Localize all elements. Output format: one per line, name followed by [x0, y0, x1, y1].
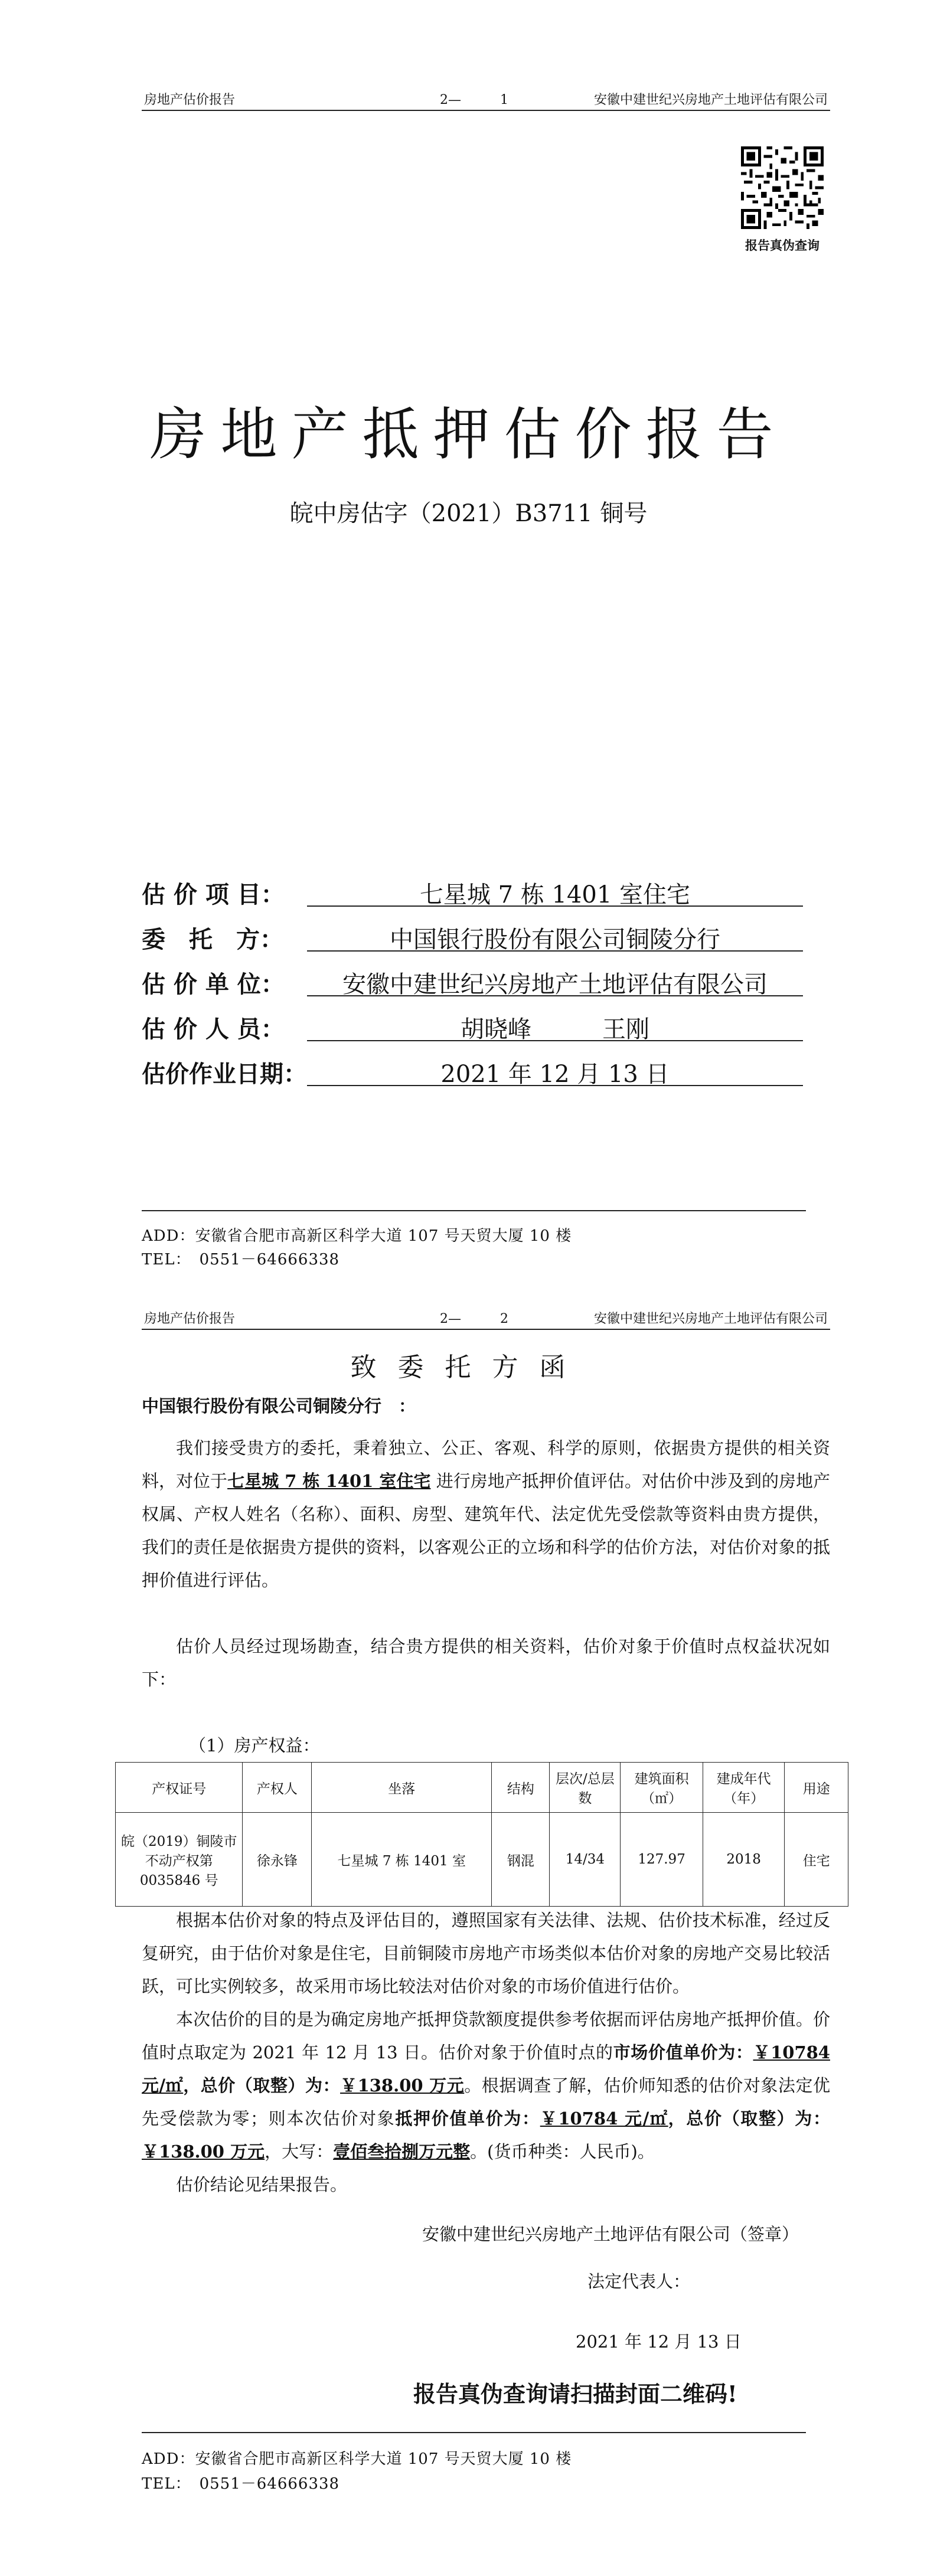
qr-caption: 报告真伪查询	[745, 238, 820, 253]
header-left-text: 房地产估价报告	[144, 1312, 236, 1326]
info-row-work-date	[142, 1052, 803, 1087]
info-value: 2021 年 12 月 13 日	[307, 1055, 803, 1086]
signature-legal-rep: 法定代表人：	[587, 2271, 691, 2291]
info-label: 估 价 单 位：	[142, 970, 285, 998]
signature-date: 2021 年 12 月 13 日	[576, 2332, 742, 2352]
cell-usage: 住宅	[785, 1813, 848, 1907]
text: ，总价（取整）为：	[183, 2075, 341, 2096]
info-label: 估价作业日期：	[142, 1060, 307, 1088]
header-page-number: 2— 1	[440, 93, 508, 107]
col-header: 层次/总层数	[550, 1763, 621, 1813]
paragraph-conclusion: 估价结论见结果报告。	[176, 2175, 348, 2195]
addressee: 中国银行股份有限公司铜陵分行 ：	[142, 1396, 416, 1416]
info-value: 安徽中建世纪兴房地产土地评估有限公司	[307, 966, 803, 996]
header-left-text: 房地产估价报告	[144, 93, 236, 107]
info-value: 中国银行股份有限公司铜陵分行	[307, 921, 803, 952]
paragraph-valuation	[142, 2003, 830, 2168]
info-row-project	[142, 872, 803, 908]
section-heading-rights: （1）房产权益：	[189, 1735, 320, 1756]
amount-in-words: 壹佰叁拾捌万元整	[333, 2142, 471, 2162]
text: 进行房地产抵押价值评估。对估价中涉及到的房地产权属、产权人姓名（名称）、面积、房型、建筑年代、法定优先受偿款等资料由贵方提供，我们的责任是依据贵方提供的资料，以客观公正的立场和科学的估价方法，对估价对象的抵押价值进行评估。	[142, 1471, 830, 1590]
mortgage-unit-price: ￥10784 元/㎡	[540, 2108, 668, 2129]
text: ，总价（取整）为：	[668, 2108, 830, 2129]
footer-rule	[142, 1210, 806, 1211]
page-header	[142, 87, 830, 111]
letter-title: 致委托方函	[350, 1352, 587, 1382]
footer-address: ADD：安徽省合肥市高新区科学大道 107 号天贸大厦 10 楼	[142, 2450, 572, 2468]
property-location: 七星城 7 栋 1401 室住宅	[227, 1471, 431, 1491]
col-header: 产权人	[243, 1763, 312, 1813]
cell-certificate-no: 皖（2019）铜陵市不动产权第0035846 号	[116, 1813, 243, 1907]
cell-structure: 钢混	[492, 1813, 550, 1907]
col-header: 结构	[492, 1763, 550, 1813]
letter-page	[0, 1296, 937, 2576]
footer-address: ADD：安徽省合肥市高新区科学大道 107 号天贸大厦 10 楼	[142, 1227, 572, 1245]
footer-tel: TEL： 0551－64666338	[142, 2475, 340, 2493]
paragraph-method: 根据本估价对象的特点及评估目的，遵照国家有关法律、法规、估价技术标准，经过反复研究，由于估价对象是住宅，目前铜陵市房地产市场类似本估价对象的房地产交易比较活跃，可比实例较多，故采用市场比较法对估价对象的市场价值进行估价。	[142, 1910, 830, 1996]
cell-year-built: 2018	[703, 1813, 785, 1907]
verification-notice: 报告真伪查询请扫描封面二维码!	[413, 2381, 737, 2407]
col-header: 坐落	[312, 1763, 492, 1813]
cell-floor: 14/34	[550, 1813, 621, 1907]
info-value: 胡晓峰 王刚	[307, 1011, 803, 1041]
property-rights-table	[115, 1762, 848, 1907]
footer-tel: TEL： 0551－64666338	[142, 1251, 340, 1269]
report-number: 皖中房估字（2021）B3711 铜号	[289, 500, 648, 527]
mortgage-total-price: ￥138.00 万元	[142, 2142, 265, 2162]
header-company: 安徽中建世纪兴房地产土地评估有限公司	[593, 1312, 828, 1326]
paragraph-inspection: 估价人员经过现场勘查，结合贵方提供的相关资料，估价对象于价值时点权益状况如下：	[142, 1636, 830, 1689]
col-header: 建筑面积（㎡）	[621, 1763, 703, 1813]
text: ，大写：	[265, 2142, 334, 2162]
info-row-client	[142, 917, 803, 953]
cell-owner: 徐永锋	[243, 1813, 312, 1907]
header-company: 安徽中建世纪兴房地产土地评估有限公司	[593, 93, 828, 107]
market-unit-price: ￥10784 元/㎡	[142, 2042, 830, 2096]
col-header: 产权证号	[116, 1763, 243, 1813]
report-title: 房地产抵押估价报告	[149, 401, 788, 468]
text: 市场价值单价为：	[613, 2042, 753, 2062]
cell-area: 127.97	[621, 1813, 703, 1907]
text: 本次估价的目的是为确定房地产抵押贷款额度提供参考依据而评估房地产抵押价值。价值时点取定为 2021 年 12 月 13 日。估价对象于价值时点的	[142, 2009, 830, 2062]
info-label: 估 价 人 员：	[142, 1015, 285, 1043]
info-value: 七星城 7 栋 1401 室住宅	[307, 876, 803, 907]
table-header-row	[116, 1763, 848, 1813]
info-row-appraiser-org	[142, 962, 803, 998]
col-header: 建成年代（年）	[703, 1763, 785, 1813]
table-row	[116, 1813, 848, 1907]
text: 。(货币种类：人民币)。	[470, 2142, 655, 2162]
footer-rule	[142, 2432, 806, 2433]
paragraph-intro	[142, 1431, 830, 1597]
cell-location: 七星城 7 栋 1401 室	[312, 1813, 492, 1907]
text: 。根据调查了解，估价师知悉的估价对象法定优先受偿款为零；则本次估价对象	[142, 2075, 830, 2129]
col-header: 用途	[785, 1763, 848, 1813]
info-row-appraisers	[142, 1007, 803, 1042]
info-label: 估 价 项 目：	[142, 881, 285, 908]
qr-code[interactable]	[741, 146, 824, 229]
signature-company: 安徽中建世纪兴房地产土地评估有限公司（签章）	[422, 2224, 799, 2244]
text: 抵押价值单价为：	[395, 2108, 540, 2129]
header-page-number: 2— 2	[440, 1312, 508, 1326]
info-label: 委 托 方：	[142, 926, 283, 953]
market-total-price: ￥138.00 万元	[340, 2075, 465, 2096]
page-header	[142, 1306, 830, 1330]
text: 我们接受贵方的委托，秉着独立、公正、客观、科学的原则，依据贵方提供的相关资料，对位于	[142, 1438, 830, 1491]
